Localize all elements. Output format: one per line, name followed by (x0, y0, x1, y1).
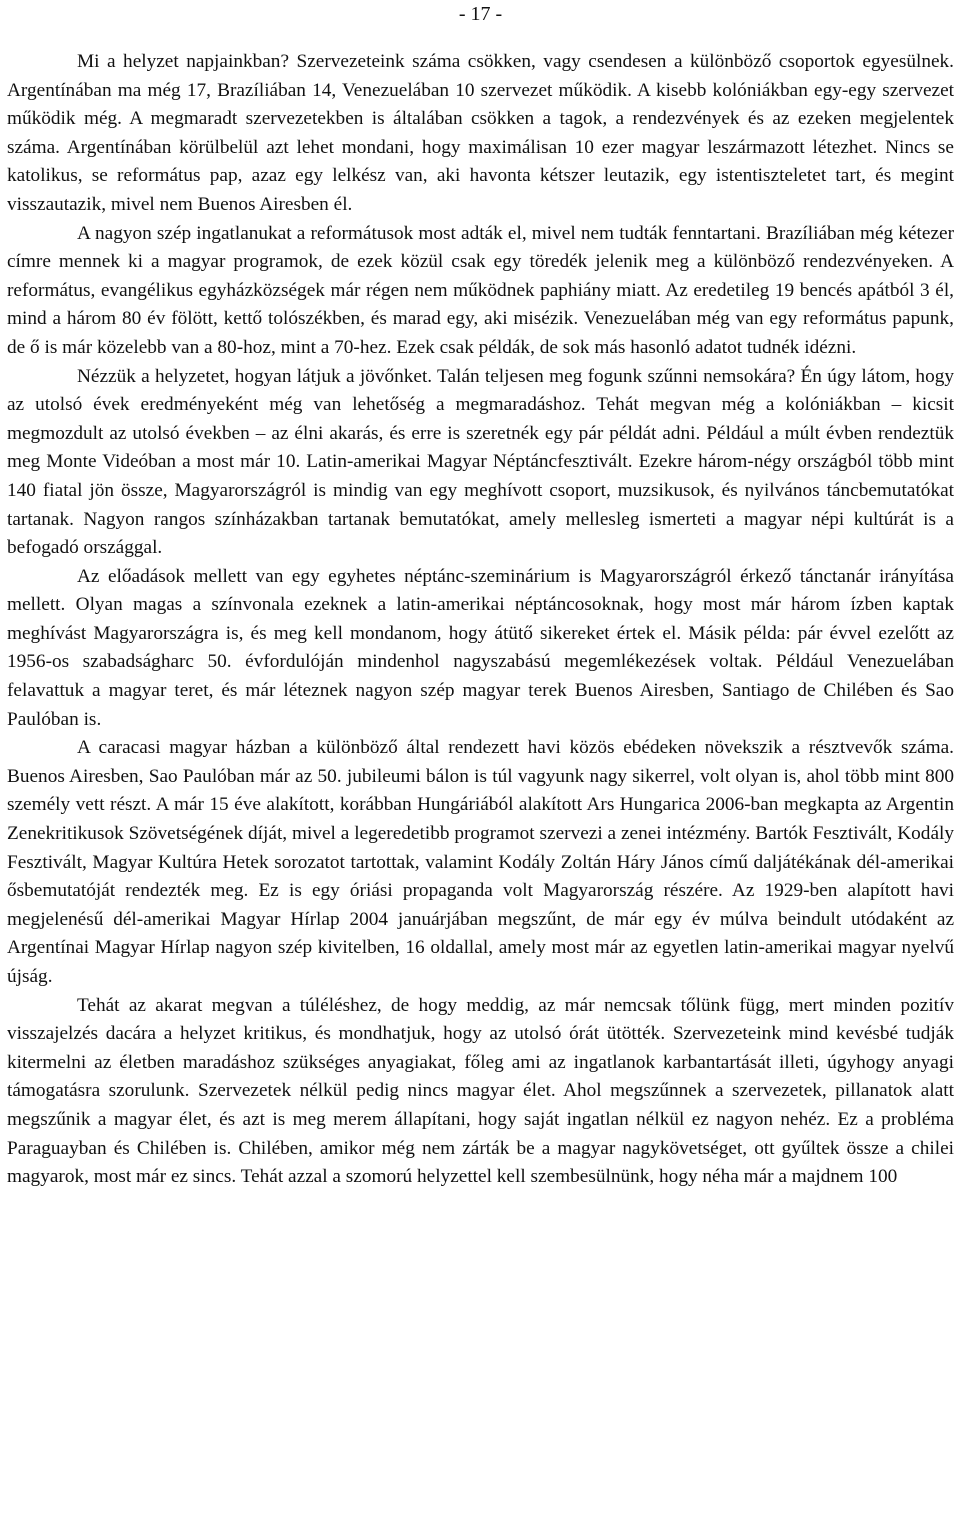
paragraph: Nézzük a helyzetet, hogyan látjuk a jövőnket. Talán teljesen meg fogunk szűnni nemsokára? Én úgy látom, hogy az utolsó évek eredményeként még van lehetőség a megmaradáshoz. Tehát megvan még a kolóniákban – kicsit megmozdult az utolsó években – az élni akarás, és erre is szeretnék egy pár példát adni. Például a múlt évben rendeztük meg Monte Videóban a most már 10. Latin-amerikai Magyar Néptáncfesztivált. Ezekre három-négy országból több mint 140 fiatal jön össze, Magyarországról is mindig van egy meghívott csoport, muzsikusok, és nyilvános táncbemutatókat tartanak. Nagyon rangos színházakban tartanak bemutatókat, amely mellesleg ismerteti a magyar népi kultúrát is a befogadó országgal. (7, 365, 954, 559)
page-number: - 17 - (458, 3, 503, 25)
body-text (7, 48, 954, 1192)
paragraph: A caracasi magyar házban a különböző által rendezett havi közös ebédeken növekszik a résztvevők száma. Buenos Airesben, Sao Paulóban már az 50. jubileumi bálon is túl vagyunk nagy sikerrel, volt olyan is, ahol több mint 800 személy vett részt. A már 15 éve alakított, korábban Hungáriából alakított Ars Hungarica 2006-ban megkapta az Argentin Zenekritikusok Szövetségének díját, mivel a legeredetibb programot szervezi a zenei intézmény. Bartók Fesztivált, Kodály Fesztivált, Magyar Kultúra Hetek sorozatot tartottak, valamint Kodály Zoltán Háry János című daljátékának dél-amerikai ősbemutatóját rendezték meg. Ez is egy óriási propaganda volt Magyarország részére. Az 1929-ben alapított havi megjelenésű dél-amerikai Magyar Hírlap 2004 januárjában megszűnt, de már egy év múlva beindult utódaként az Argentínai Magyar Hírlap nagyon szép kivitelben, 16 oldallal, amely most már az egyetlen latin-amerikai magyar nyelvű újság. (7, 737, 954, 987)
paragraph: A nagyon szép ingatlanukat a reformátusok most adták el, mivel nem tudták fenntartani. Brazíliában még kétezer címre mennek ki a magyar programok, de ezek közül csak egy töredék jelenik meg a különböző rendezvényeken. A református, evangélikus egyházközségek már régen nem működnek paphiány miatt. Az eredetileg 19 bencés apátból 3 él, mind a három 80 év fölött, kettő tolószékben, és marad egy, aki misézik. Venezuelában még van egy református papunk, de ő is már közelebb van a 80-hoz, mint a 70-hez. Ezek csak példák, de sok más hasonló adatot tudnék idézni. (7, 222, 954, 358)
paragraph: Mi a helyzet napjainkban? Szervezeteink száma csökken, vagy csendesen a különböző csoportok egyesülnek. Argentínában ma még 17, Brazíliában 14, Venezuelában 10 szervezet működik. A kisebb kolóniákban egy-egy szervezet működik még. A megmaradt szervezetekben is általában csökken a tagok, a rendezvények és az ezeken megjelentek száma. Argentínában körülbelül azt lehet mondani, hogy maximálisan 10 ezer magyar leszármazott létezhet. Nincs se katolikus, se református pap, azaz egy lelkész van, aki havonta kétszer leutazik, egy istentiszteletet tart, és megint visszautazik, mivel nem Buenos Airesben él. (7, 51, 954, 215)
document-page (7, 0, 954, 1521)
paragraph: Tehát az akarat megvan a túléléshez, de hogy meddig, az már nemcsak tőlünk függ, mert minden pozitív visszajelzés dacára a helyzet kritikus, és mondhatjuk, hogy az utolsó órát ütötték. Szervezeteink mind kevésbé tudják kitermelni az életben maradáshoz szükséges anyagiakat, főleg ami az ingatlanok karbantartását illeti, úgyhogy anyagi támogatásra szorulunk. Szervezetek nélkül pedig nincs magyar élet. Ahol megszűnnek a szervezetek, pillanatok alatt megszűnik a magyar élet, és azt is meg merem állapítani, hogy saját ingatlan nélkül ez nagyon nehéz. Ez a probléma Paraguayban és Chilében is. Chilében, amikor még nem zárták be a magyar nagykövetséget, ott gyűltek össze a chilei magyarok, most már ez sincs. Tehát azzal a szomorú helyzettel kell szembesülnünk, hogy néha már a majdnem 100 (7, 994, 954, 1188)
paragraph: Az előadások mellett van egy egyhetes néptánc-szeminárium is Magyarországról érkező tánctanár irányítása mellett. Olyan magas a színvonala ezeknek a latin-amerikai néptáncosoknak, hogy most már három ízben kaptak meghívást Magyarországra is, és meg kell mondanom, hogy átütő sikereket értek el. Másik példa: pár évvel ezelőtt az 1956-os szabadságharc 50. évfordulóján mindenhol nagyszabású megemlékezések voltak. Például Venezuelában felavattuk a magyar teret, és már léteznek nagyon szép magyar terek Buenos Airesben, Santiago de Chilében és Sao Paulóban is. (7, 565, 954, 730)
